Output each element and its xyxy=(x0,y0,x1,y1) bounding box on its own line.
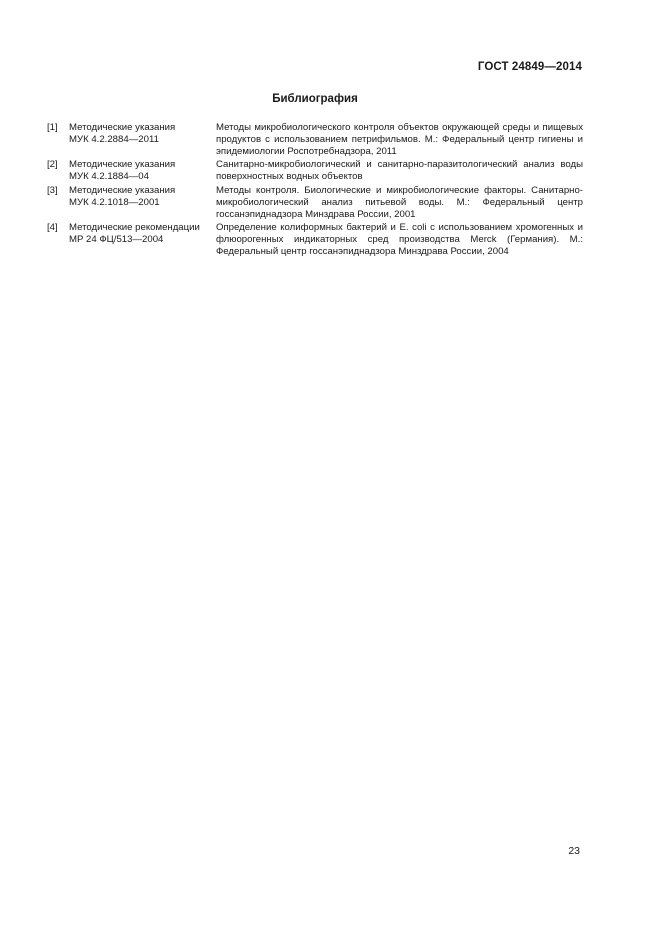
entry-number: [1] xyxy=(47,122,58,133)
entry-description: Санитарно-микробиологический и санитарно-паразитологический анализ воды поверхностных водных объектов xyxy=(216,159,583,183)
page-number: 23 xyxy=(568,845,580,857)
entry-description: Методы контроля. Биологические и микробиологические факторы. Санитарно-микробиологический анализ питьевой воды. М.: Федеральный центр госсанэпиднадзора Минздрава России, 2001 xyxy=(216,184,583,220)
entry-description: Методы микробиологического контроля объектов окружающей среды и пищевых продуктов с использованием петрифильмов. М.: Федеральный центр гигиены и эпидемиологии Роспотребнадзора, 2011 xyxy=(216,122,583,157)
bibliography-entry-1 xyxy=(47,122,583,157)
entry-number: [4] xyxy=(47,222,58,234)
entry-description: Определение колиформных бактерий и E. coli с использованием хромогенных и флюорогенных индикаторных сред производства Merck (Германия). М.: Федеральный центр госсанэпиднадзора Минздрава России, 2004 xyxy=(216,222,583,257)
entry-source: Методические указания МУК 4.2.1018—2001 xyxy=(69,184,176,208)
entry-source: Методические рекомендации МР 24 ФЦ/513—2004 xyxy=(69,222,200,246)
entry-number: [3] xyxy=(47,184,58,196)
entry-number: [2] xyxy=(47,159,58,171)
entry-source: Методические указания МУК 4.2.1884—04 xyxy=(69,159,176,183)
bibliography-entry-2 xyxy=(47,159,583,183)
document-code: ГОСТ 24849—2014 xyxy=(477,61,582,73)
bibliography-entry-4 xyxy=(47,222,583,257)
entry-source: Методические указания МУК 4.2.2884—2011 xyxy=(69,122,176,145)
bibliography-entry-3 xyxy=(47,185,583,220)
section-title: Библиография xyxy=(272,93,358,105)
bibliography-list xyxy=(47,122,583,260)
